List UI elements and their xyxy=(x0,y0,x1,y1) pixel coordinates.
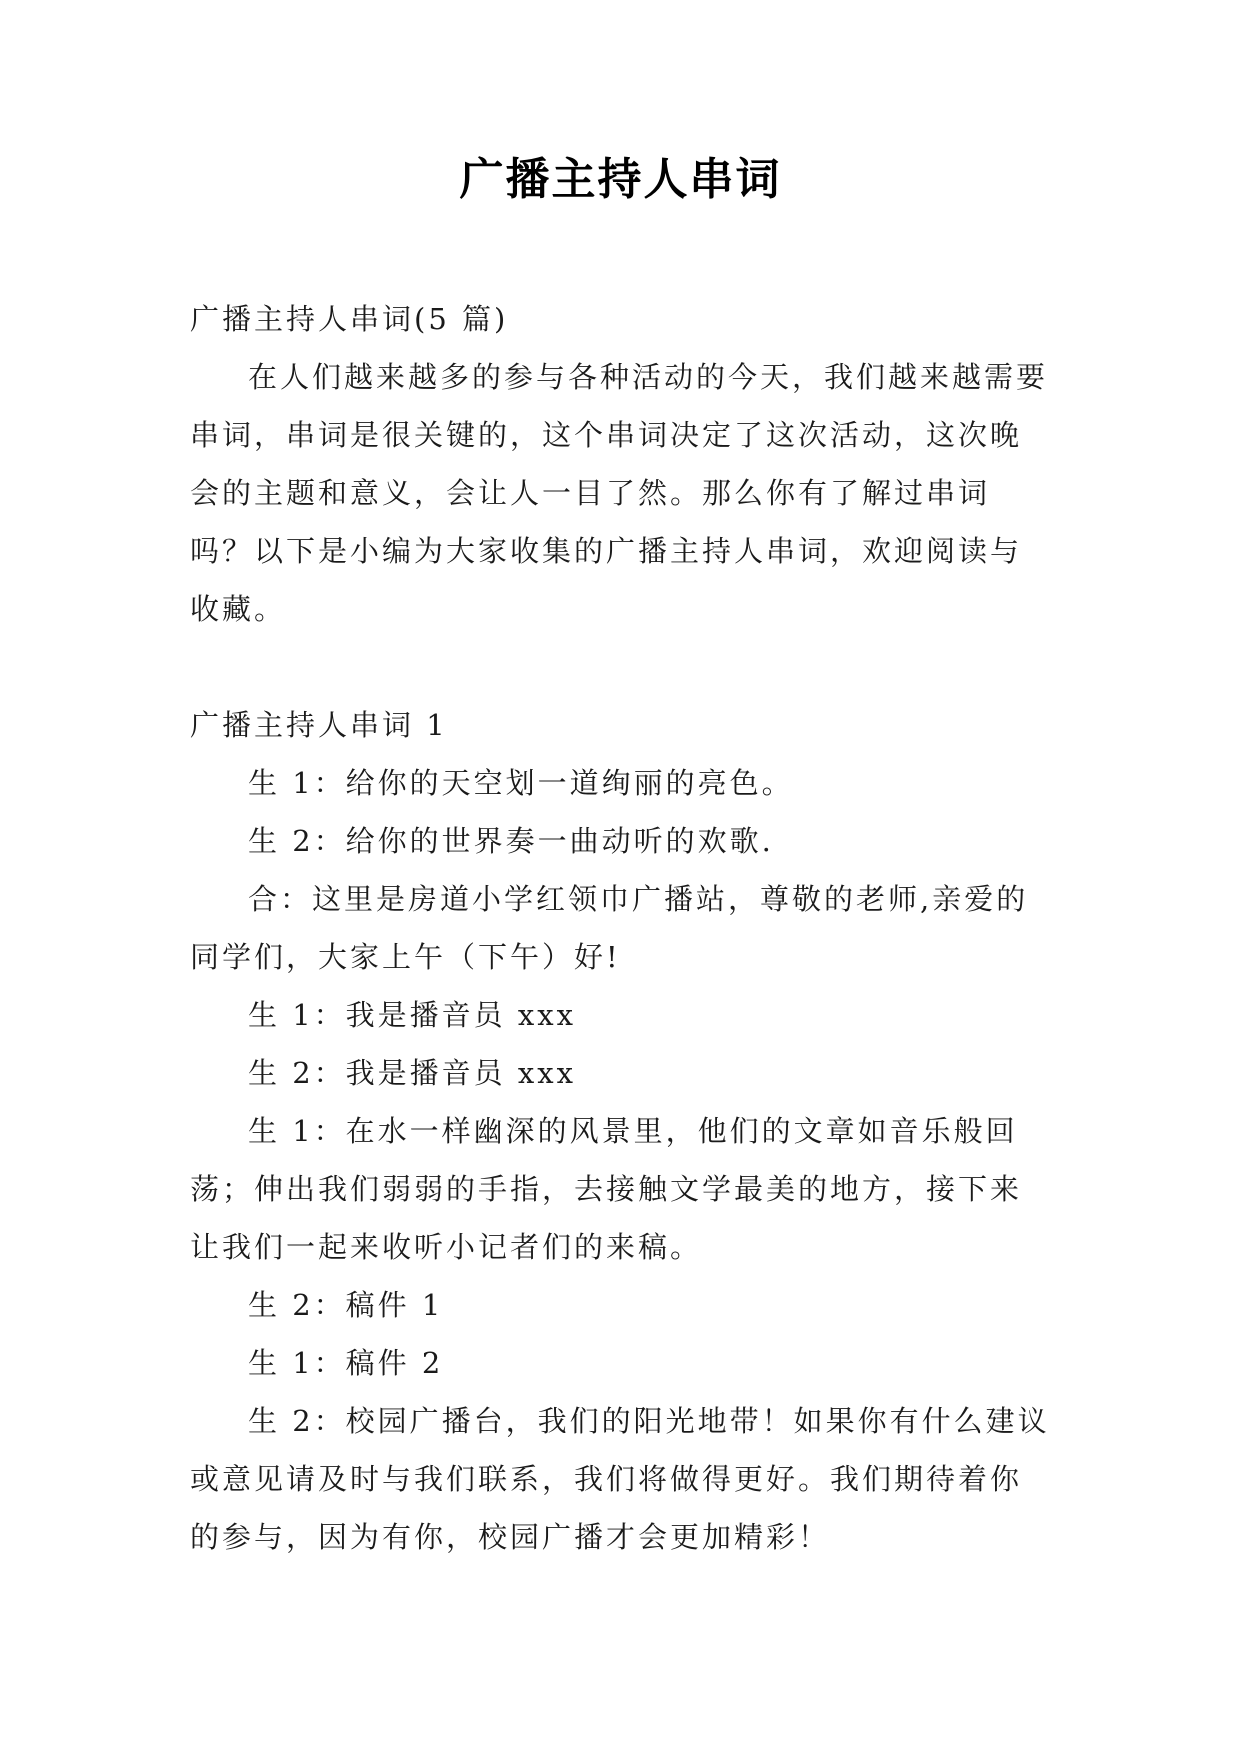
dialogue-line: 生 2：给你的世界奏一曲动听的欢歌. xyxy=(248,824,774,858)
document-title: 广播主持人串词 xyxy=(459,154,782,205)
paragraph-gap xyxy=(190,638,1052,696)
dialogue-line: 生 2：稿件 1 xyxy=(248,1288,444,1322)
dialogue-line: 生 2：校园广播台，我们的阳光地带！如果你有什么建议或意见请及时与我们联系，我们将做得更好。我们期待着你的参与，因为有你，校园广播才会更加精彩！ xyxy=(190,1404,1050,1554)
section-heading: 广播主持人串词 1 xyxy=(190,708,448,742)
intro-paragraph: 在人们越来越多的参与各种活动的今天，我们越来越需要串词，串词是很关键的，这个串词决定了这次活动，这次晚会的主题和意义，会让人一目了然。那么你有了解过串词吗？以下是小编为大家收集的广播主持人串词，欢迎阅读与收藏。 xyxy=(190,360,1049,626)
dialogue-line: 生 1：在水一样幽深的风景里，他们的文章如音乐般回荡；伸出我们弱弱的手指，去接触文学最美的地方，接下来让我们一起来收听小记者们的来稿。 xyxy=(190,1114,1023,1264)
document-subtitle: 广播主持人串词(5 篇) xyxy=(190,302,509,336)
dialogue-line: 合：这里是房道小学红领巾广播站，尊敬的老师,亲爱的同学们，大家上午（下午）好! xyxy=(190,882,1029,974)
document-body xyxy=(190,290,1052,1566)
dialogue-line: 生 1：稿件 2 xyxy=(248,1346,444,1380)
dialogue-line: 生 1：给你的天空划一道绚丽的亮色。 xyxy=(248,766,794,800)
dialogue-line: 生 1：我是播音员 xxx xyxy=(248,998,576,1032)
dialogue-line: 生 2：我是播音员 xxx xyxy=(248,1056,576,1090)
